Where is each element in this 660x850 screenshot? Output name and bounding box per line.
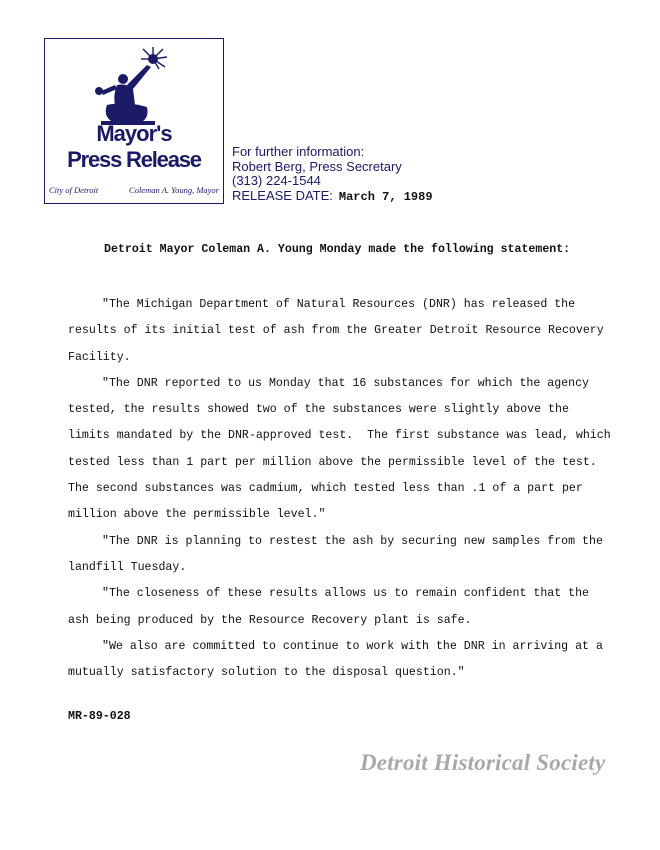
statement-line: The second substances was cadmium, which tested less than .1 of a part per: [68, 482, 583, 496]
release-reference-number: MR-89-028: [68, 710, 131, 723]
statement-paragraph: [68, 529, 603, 582]
statement-line: "The DNR is planning to restest the ash by securing new samples from the: [102, 534, 603, 548]
intro-statement: Detroit Mayor Coleman A. Young Monday made the following statement:: [104, 243, 571, 256]
mayors-press-release-logo: [44, 38, 224, 204]
statement-line: results of its initial test of ash from the Greater Detroit Resource Recovery: [68, 324, 604, 338]
statement-paragraph: [68, 581, 588, 634]
release-date-value: March 7, 1989: [338, 189, 433, 204]
release-date-label: RELEASE DATE:: [232, 187, 333, 203]
contact-information: [232, 145, 433, 204]
contact-phone: (313) 224-1544: [232, 173, 321, 188]
contact-heading: For further information:: [232, 144, 365, 159]
statement-line: tested less than 1 part per million above the permissible level of the test.: [68, 455, 597, 469]
statement-line: Facility.: [68, 350, 131, 364]
statement-line: "The Michigan Department of Natural Resources (DNR) has released the: [102, 298, 576, 311]
logo-footer: [49, 185, 219, 195]
logo-title-mayors: Mayor's: [96, 121, 172, 146]
statement-line: million above the permissible level.": [68, 508, 326, 522]
spirit-of-detroit-statue-icon: [87, 45, 173, 129]
watermark: Detroit Historical Society: [360, 750, 606, 775]
statement-line: ash being produced by the Resource Recovery plant is safe.: [68, 613, 472, 627]
statement-line: limits mandated by the DNR-approved test. The first substance was lead, which: [68, 429, 611, 443]
statement-line: "We also are committed to continue to work with the DNR in arriving at a: [102, 639, 603, 653]
statement-line: mutually satisfactory solution to the disposal question.": [68, 666, 465, 680]
statement-paragraph: [68, 292, 604, 371]
statement-paragraph: [68, 634, 603, 687]
statement-line: "The DNR reported to us Monday that 16 substances for which the agency: [102, 376, 590, 390]
statement-line: "The closeness of these results allows us to remain confident that the: [102, 587, 590, 601]
logo-title-press-release: Press Release: [67, 147, 201, 172]
contact-name: Robert Berg, Press Secretary: [232, 158, 402, 174]
statement-paragraph: [68, 371, 611, 529]
statement-body: [68, 292, 611, 686]
statement-line: tested, the results showed two of the substances were slightly above the: [68, 403, 569, 417]
logo-footer-city: City of Detroit: [49, 185, 99, 195]
release-date-row: [232, 189, 433, 205]
logo-footer-mayor: Coleman A. Young, Mayor: [129, 185, 219, 195]
statement-line: landfill Tuesday.: [68, 560, 187, 574]
